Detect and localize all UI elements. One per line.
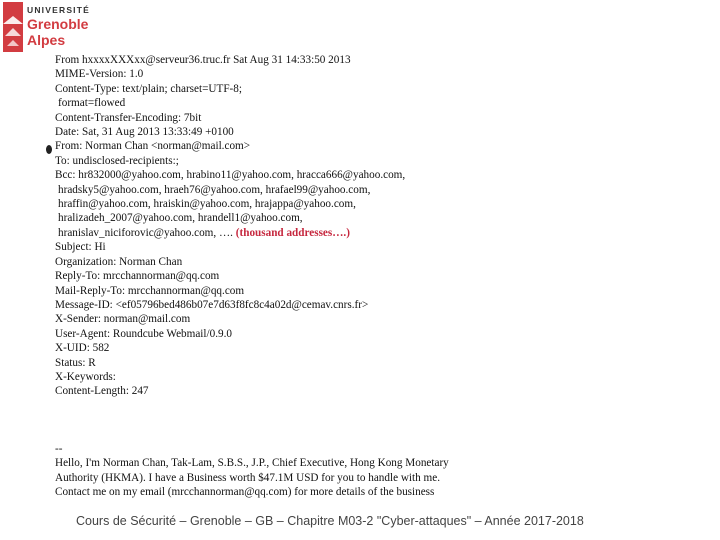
- bcc-last-address: hranislav_niciforovic@yahoo.com, ….: [58, 226, 233, 239]
- header-line: X-Sender: norman@mail.com: [55, 313, 191, 326]
- header-line: Date: Sat, 31 Aug 2013 13:33:49 +0100: [55, 126, 234, 139]
- header-line: format=flowed: [58, 97, 126, 110]
- header-line: Message-ID: <ef05796bed486b07e7d63f8fc8c4a02d@cemav.cnrs.fr>: [55, 298, 369, 311]
- header-line: Content-Type: text/plain; charset=UTF-8;: [55, 82, 242, 95]
- email-source: [55, 53, 465, 499]
- header-line: X-Keywords:: [55, 370, 116, 383]
- header-line: From: Norman Chan <norman@mail.com>: [55, 140, 251, 153]
- header-line: [55, 226, 465, 240]
- header-line: MIME-Version: 1.0: [55, 68, 144, 81]
- logo-grenoble-label: Grenoble: [27, 15, 89, 32]
- header-line: Subject: Hi: [55, 241, 106, 254]
- header-line: Status: R: [55, 356, 96, 369]
- header-line: Mail-Reply-To: mrcchannorman@qq.com: [55, 284, 245, 297]
- header-line: Content-Transfer-Encoding: 7bit: [55, 111, 202, 124]
- header-line: hralizadeh_2007@yahoo.com, hrandell1@yahoo.com,: [58, 212, 303, 225]
- header-line: Bcc: hr832000@yahoo.com, hrabino11@yahoo.com, hracca666@yahoo.com,: [55, 169, 406, 182]
- email-body: Hello, I'm Norman Chan, Tak-Lam, S.B.S., J.P., Chief Executive, Hong Kong Monetary Authority (HKMA). I have a Business worth $47.1M USD for you to handle with me. Contact me on my email (mrcchannorman@qq.com) for more details of the business: [55, 457, 449, 498]
- header-line: Organization: Norman Chan: [55, 255, 183, 268]
- signature-separator: --: [55, 442, 63, 455]
- slide-footer: Cours de Sécurité – Grenoble – GB – Chapitre M03-2 "Cyber-attaques" – Année 2017-2018: [76, 514, 584, 528]
- logo-university-label: UNIVERSITÉ: [27, 5, 91, 15]
- bcc-highlight-note: (thousand addresses….): [235, 226, 350, 239]
- header-line: X-UID: 582: [55, 342, 110, 355]
- header-line: From hxxxxXXXxx@serveur36.truc.fr Sat Aug 31 14:33:50 2013: [55, 54, 351, 66]
- header-line: Reply-To: mrcchannorman@qq.com: [55, 270, 220, 283]
- header-line: hraffin@yahoo.com, hraiskin@yahoo.com, hrajappa@yahoo.com,: [58, 198, 356, 211]
- university-logo: [3, 2, 93, 54]
- logo-alpes-label: Alpes: [27, 31, 66, 48]
- logo-mark-icon: [3, 2, 23, 52]
- header-line: To: undisclosed-recipients:;: [55, 154, 179, 167]
- header-line: User-Agent: Roundcube Webmail/0.9.0: [55, 327, 233, 340]
- header-line: Content-Length: 247: [55, 385, 149, 398]
- header-line: hradsky5@yahoo.com, hraeh76@yahoo.com, hrafael99@yahoo.com,: [58, 183, 371, 196]
- bullet-icon: [46, 145, 52, 154]
